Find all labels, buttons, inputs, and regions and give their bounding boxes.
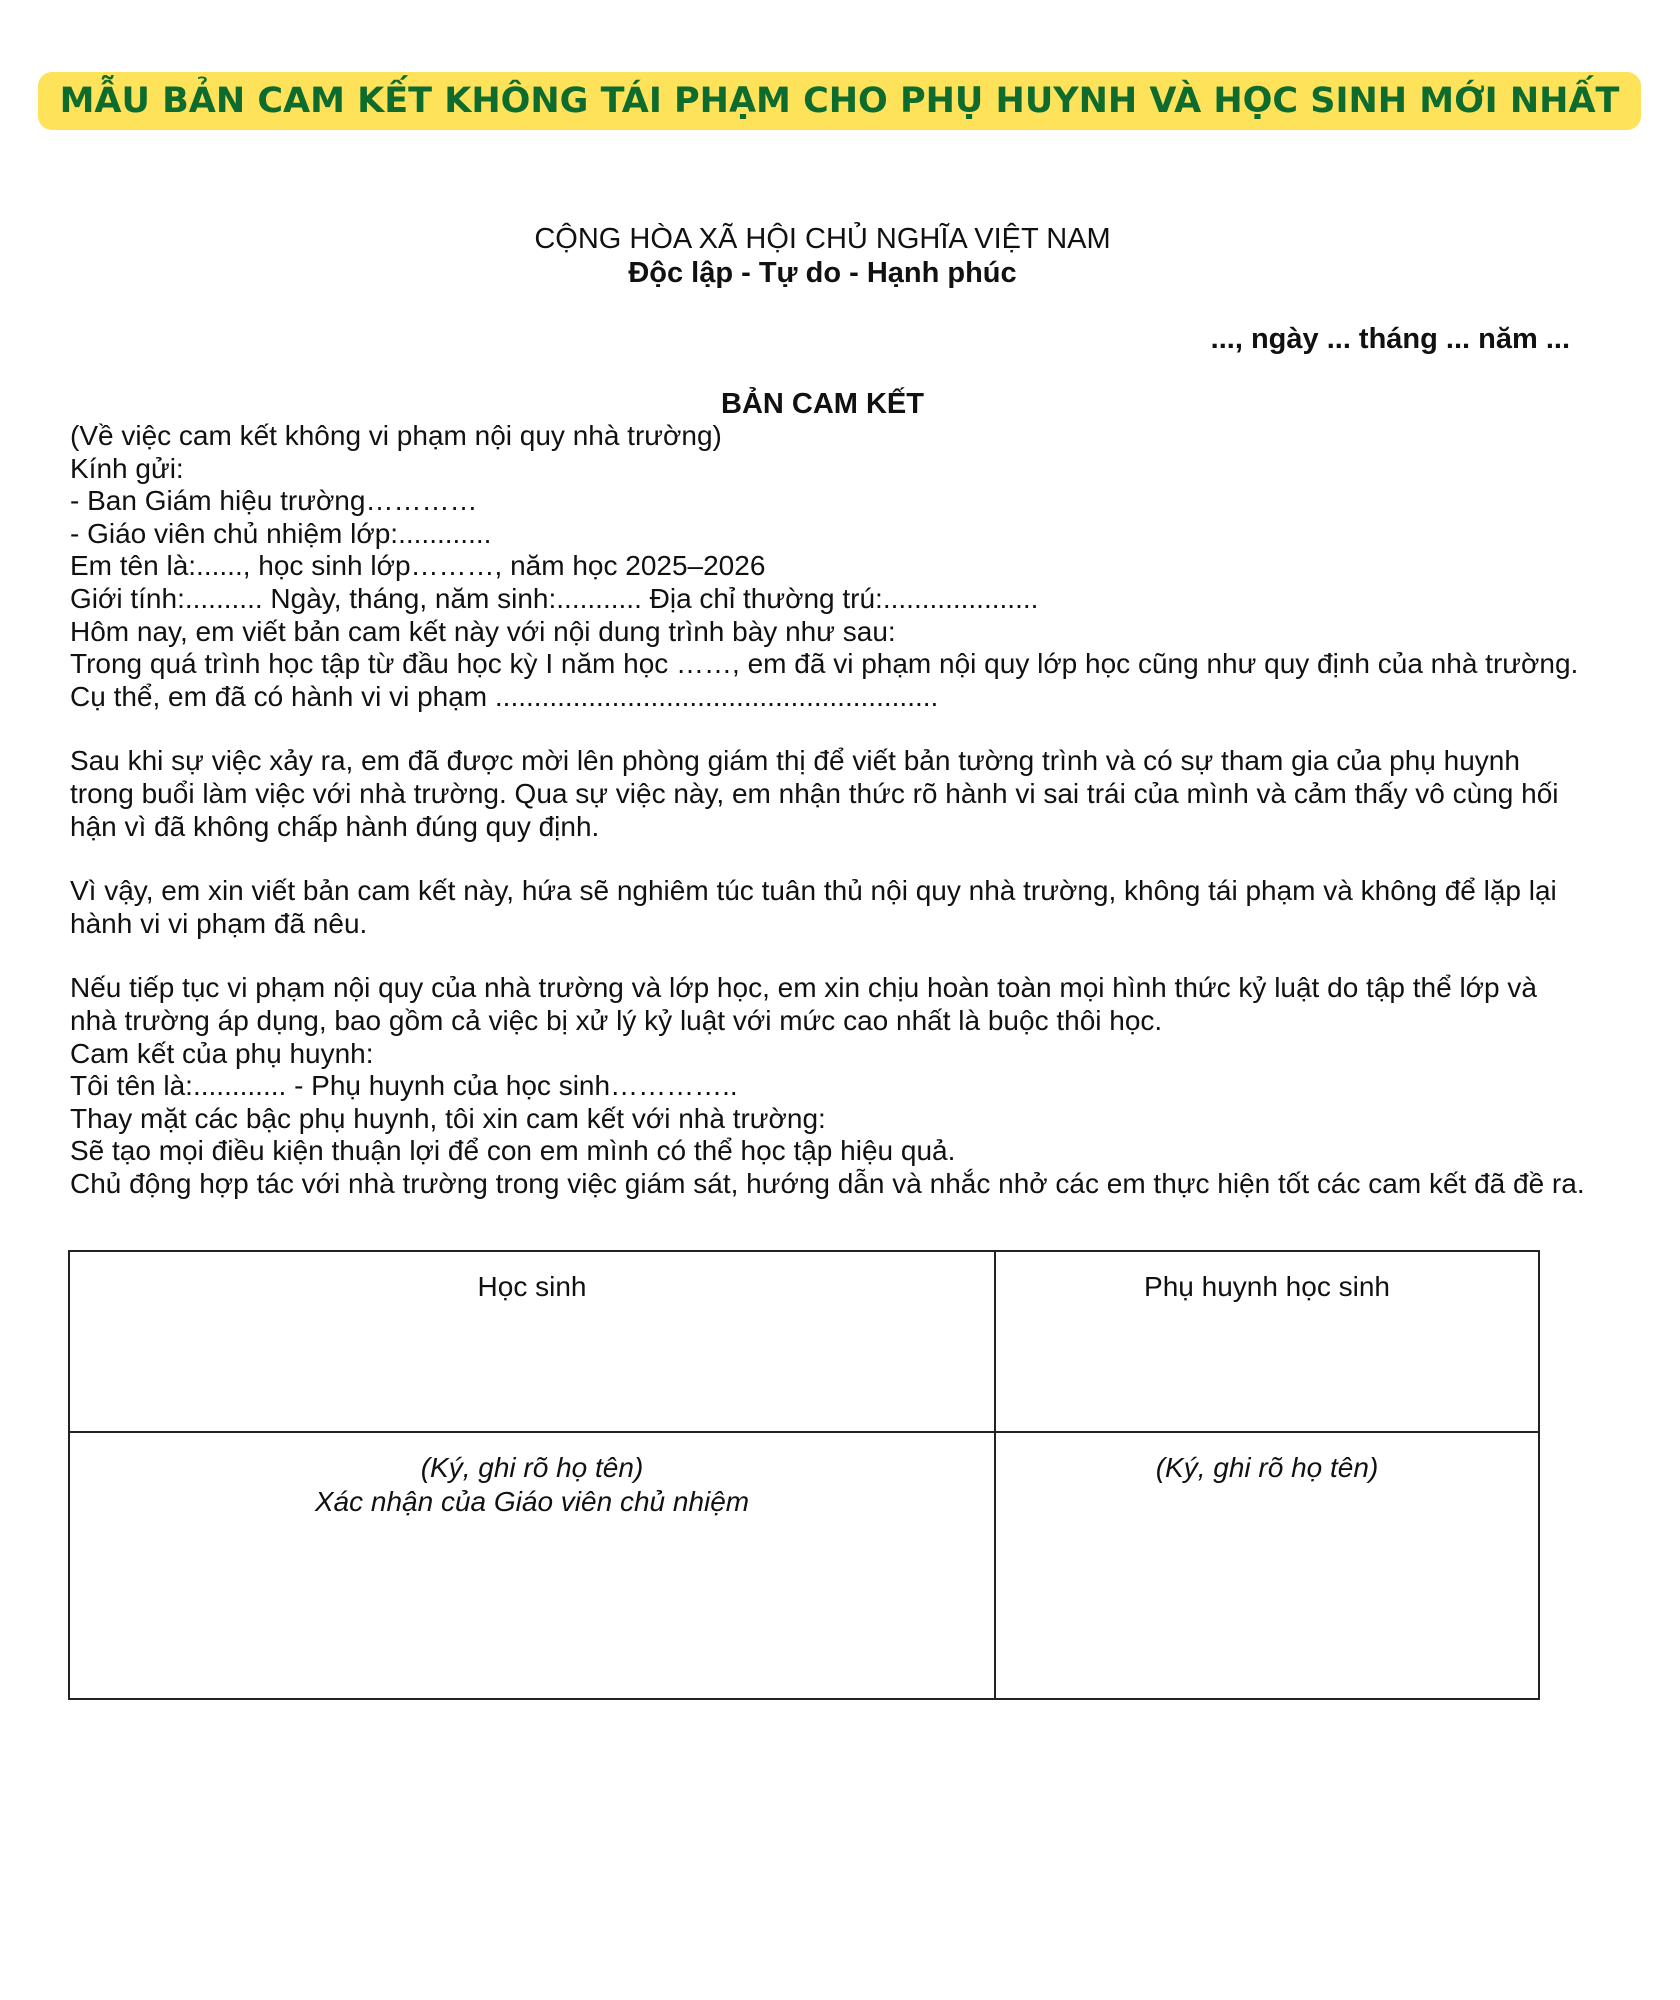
banner-title: MẪU BẢN CAM KẾT KHÔNG TÁI PHẠM CHO PHỤ HUYNH VÀ HỌC SINH MỚI NHẤT: [59, 81, 1620, 121]
salutation: Kính gửi:: [70, 452, 184, 484]
student-header: Học sinh: [477, 1271, 587, 1302]
recipient-principal: - Ban Giám hiệu trường…………: [70, 485, 478, 517]
recipient-teacher: - Giáo viên chủ nhiệm lớp:............: [70, 517, 492, 549]
nation-heading: CỘNG HÒA XÃ HỘI CHỦ NGHĨA VIỆT NAM: [534, 223, 1111, 255]
paragraph-violation: Trong quá trình học tập từ đầu học kỳ I năm học ……, em đã vi phạm nội quy lớp học cũng như quy định của nhà trường. Cụ thể, em đã có hành vi vi phạm .........................................................: [70, 648, 1579, 712]
student-cell: [69, 1251, 995, 1432]
motto: Độc lập - Tự do - Hạnh phúc: [628, 257, 1017, 289]
parent-sign-note: (Ký, ghi rõ họ tên): [1155, 1452, 1379, 1483]
student-sign-note: (Ký, ghi rõ họ tên): [420, 1452, 644, 1483]
document-title: BẢN CAM KẾT: [721, 388, 924, 420]
parent-header: Phụ huynh học sinh: [1144, 1271, 1390, 1302]
paragraph-discipline: Nếu tiếp tục vi phạm nội quy của nhà trường và lớp học, em xin chịu hoàn toàn mọi hình thức kỷ luật do tập thể lớp và nhà trường áp dụng, bao gồm cả việc bị xử lý kỷ luật với mức cao nhất là buộc thôi học.: [70, 972, 1537, 1036]
parent-statement: Thay mặt các bậc phụ huynh, tôi xin cam kết với nhà trường:: [70, 1102, 826, 1134]
teacher-confirmation: Xác nhận của Giáo viên chủ nhiệm: [314, 1486, 750, 1517]
subject-line: (Về việc cam kết không vi phạm nội quy nhà trường): [70, 420, 722, 451]
paragraph-aftermath: Sau khi sự việc xảy ra, em đã được mời lên phòng giám thị để viết bản tường trình và có sự tham gia của phụ huynh trong buổi làm việc với nhà trường. Qua sự việc này, em nhận thức rõ hành vi sai trái của mình và cảm thấy vô cùng hối hận vì đã không chấp hành đúng quy định.: [70, 745, 1559, 842]
date-line: ..., ngày ... tháng ... năm ...: [1210, 323, 1570, 355]
parent-pledge-2: Chủ động hợp tác với nhà trường trong việc giám sát, hướng dẫn và nhắc nhở các em thực hiện tốt các cam kết đã đề ra.: [70, 1167, 1585, 1199]
parent-commitment-heading: Cam kết của phụ huynh:: [70, 1037, 374, 1069]
parent-pledge-1: Sẽ tạo mọi điều kiện thuận lợi để con em mình có thể học tập hiệu quả.: [70, 1135, 956, 1167]
paragraph-commitment: Vì vậy, em xin viết bản cam kết này, hứa sẽ nghiêm túc tuân thủ nội quy nhà trường, không tái phạm và không để lặp lại hành vi vi phạm đã nêu.: [70, 875, 1557, 939]
student-signature-cell: [69, 1432, 995, 1699]
banner: [38, 72, 1641, 130]
parent-signature-cell: [995, 1432, 1539, 1699]
student-info: Em tên là:......, học sinh lớp………, năm học 2025–2026: [70, 550, 766, 582]
intro-line: Hôm nay, em viết bản cam kết này với nội dung trình bày như sau:: [70, 615, 896, 647]
document-body: [70, 420, 1590, 1200]
parent-cell: [995, 1251, 1539, 1432]
signature-table: [68, 1250, 1540, 1700]
parent-name-line: Tôi tên là:............ - Phụ huynh của học sinh…………..: [70, 1070, 738, 1102]
student-details: Giới tính:.......... Ngày, tháng, năm sinh:........... Địa chỉ thường trú:....................: [70, 582, 1039, 614]
